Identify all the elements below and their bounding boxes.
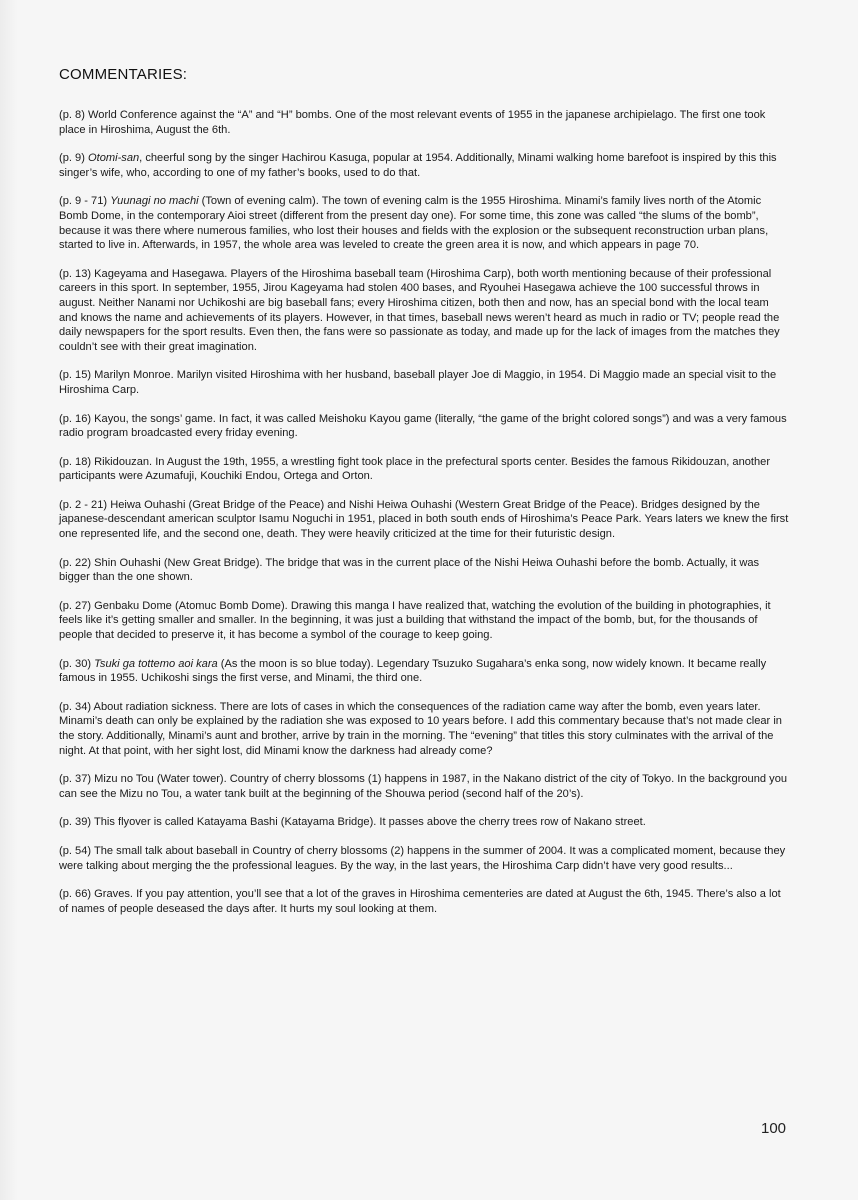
commentary-text: The small talk about baseball in Country of cherry blossoms (2) happens in the summer of 2004. It was a complicated moment, because they were talking about merging the the professional leagues. By the way, in the last years, the Hiroshima Carp didn’t have very good results... [59,844,786,872]
page-reference: (p. 18) [59,455,92,468]
commentary-entry [59,844,789,873]
page-heading: COMMENTARIES: [59,66,188,83]
commentary-entry [59,772,789,801]
page-reference: (p. 8) [59,109,85,121]
page-reference: (p. 22) [59,556,92,569]
page-reference: (p. 66) [59,888,92,901]
commentary-text: Marilyn Monroe. Marilyn visited Hiroshima with her husband, baseball player Joe di Maggio, in 1954. Di Maggio made an special visit to the Hiroshima Carp. [59,369,777,396]
page-reference: (p. 2 - 21) [59,498,108,511]
commentary-entry [59,108,789,137]
commentary-entry [59,887,789,916]
page-reference: (p. 9 - 71) [59,195,108,208]
commentary-entry [59,267,789,355]
page-reference: (p. 34) [59,700,92,713]
commentary-text: Rikidouzan. In August the 19th, 1955, a wrestling fight took place in the prefectural sports center. Besides the famous Rikidouzan, another participants were Azumafuji, Kouchiki Endou, Ortega and Orton. [59,455,771,483]
page-reference: (p. 27) [59,599,92,612]
commentary-text: Kayou, the songs’ game. In fact, it was called Meishoku Kayou game (literally, “the game of the bright colored songs”) and was a very famous radio program broadcasted every friday evening. [59,412,787,440]
commentary-text: Genbaku Dome (Atomuc Bomb Dome). Drawing this manga I have realized that, watching the evolution of the building in photographies, it feels like it’s getting smaller and smaller. In the beginning, it was just a building that withstand the impact of the bomb, but, for the thousands of people that decided to preserve it, it has become a symbol of the courage to keep going. [59,599,771,642]
commentary-entry [59,700,789,758]
page-reference: (p. 37) [59,773,92,786]
commentary-text: , cheerful song by the singer Hachirou Kasuga, popular at 1954. Additionally, Minami walking home barefoot is inspired by this this singer’s wife, who, according to one of my father’s books, used to do that. [59,152,777,179]
page-reference: (p. 16) [59,412,92,425]
song-title: Otomi-san [88,152,140,165]
commentary-text: Mizu no Tou (Water tower). Country of cherry blossoms (1) happens in 1987, in the Nakano district of the city of Tokyo. In the background you can see the Mizu no Tou, a water tank built at the beginning of the Shouwa period (second half of the 20’s). [59,773,788,800]
commentary-text: Heiwa Ouhashi (Great Bridge of the Peace) and Nishi Heiwa Ouhashi (Western Great Bridge of the Peace). Bridges designed by the japanese-descendant american sculptor Isamu Noguchi in 1951, placed in both south ends of Hiroshima’s Peace Park. Years laters we knew the first one represented life, and the second one, death. They were heavily criticized at the time for their futuristic design. [59,498,789,541]
commentary-entry [59,498,789,542]
page-reference: (p. 54) [59,844,92,857]
commentary-entry [59,412,789,441]
page-reference: (p. 39) [59,816,92,829]
commentary-text: Kageyama and Hasegawa. Players of the Hiroshima baseball team (Hiroshima Carp), both worth mentioning because of their professional careers in this sport. In september, 1955, Jirou Kageyama had stolen 400 bases, and Ryouhei Hasegawa achieve the 100 successful throws in august. Neither Nanami nor Uchikoshi are big baseball fans; every Hiroshima citizen, both then and now, has an special bond with the local team and knows the name and achievements of its players. However, in that times, baseball news weren’t heard as much in radio or TV; people read the daily newspapers for the sport results. Even then, the fans were so passionate as today, and made up for the lack of images from the matches they couldn’t see with their great imagination. [59,267,780,353]
song-title: Yuunagi no machi [110,195,199,208]
commentary-entry [59,556,789,585]
page-reference: (p. 15) [59,369,92,382]
page-reference: (p. 13) [59,267,92,280]
commentary-entry [59,194,789,252]
commentary-entry [59,455,789,484]
commentary-text: (As the moon is so blue today). Legendary Tsuzuko Sugahara’s enka song, now widely known. It became really famous in 1955. Uchikoshi sings the first verse, and Minami, the third one. [59,657,767,685]
commentary-entry [59,368,789,397]
commentary-text: World Conference against the “A” and “H” bombs. One of the most relevant events of 1955 in the japanese archipielago. The first one took place in Hiroshima, August the 6th. [59,109,766,136]
song-title: Tsuki ga tottemo aoi kara [94,657,218,670]
commentary-text: Graves. If you pay attention, you’ll see that a lot of the graves in Hiroshima cementeries are dated at August the 6th, 1945. There’s also a lot of names of people deseased the days after. It hurts my soul looking at them. [59,888,781,915]
page-reference: (p. 30) [59,657,92,670]
commentary-entry [59,657,789,686]
page-reference: (p. 9) [59,152,85,165]
commentary-entry [59,599,789,643]
commentary-text: Shin Ouhashi (New Great Bridge). The bridge that was in the current place of the Nishi Heiwa Ouhashi before the bomb. Actually, it was bigger than the one shown. [59,556,760,584]
commentary-text: About radiation sickness. There are lots of cases in which the consequences of the radiation came way after the bomb, even years later. Minami’s death can only be explained by the radiation she was exposed to 10 years before. I add this commentary because that’s not made clear in the story. Additionally, Minami’s aunt and brother, arrive by train in the morning. The “evening” that titles this story culminates with the arrival of the night. At that point, with her sight lost, did Minami know the darkness had already come? [59,700,782,757]
page-number: 100 [761,1120,787,1137]
commentary-entry [59,815,789,830]
commentary-text: This flyover is called Katayama Bashi (Katayama Bridge). It passes above the cherry trees row of Nakano street. [93,816,646,829]
commentary-list [59,108,789,930]
commentary-entry [59,151,789,180]
commentary-text: (Town of evening calm). The town of evening calm is the 1955 Hiroshima. Minami’s family lives north of the Atomic Bomb Dome, in the contemporary Aioi street (different from the present day one). For some time, this zone was called “the slums of the bomb”, because it was there where numerous families, who lost their houses and fields with the explosion or the subsequent reconstruction urban plans, started to live in. Afterwards, in 1957, the whole area was leveled to create the green area it is now, and which appears in page 70. [59,195,769,252]
